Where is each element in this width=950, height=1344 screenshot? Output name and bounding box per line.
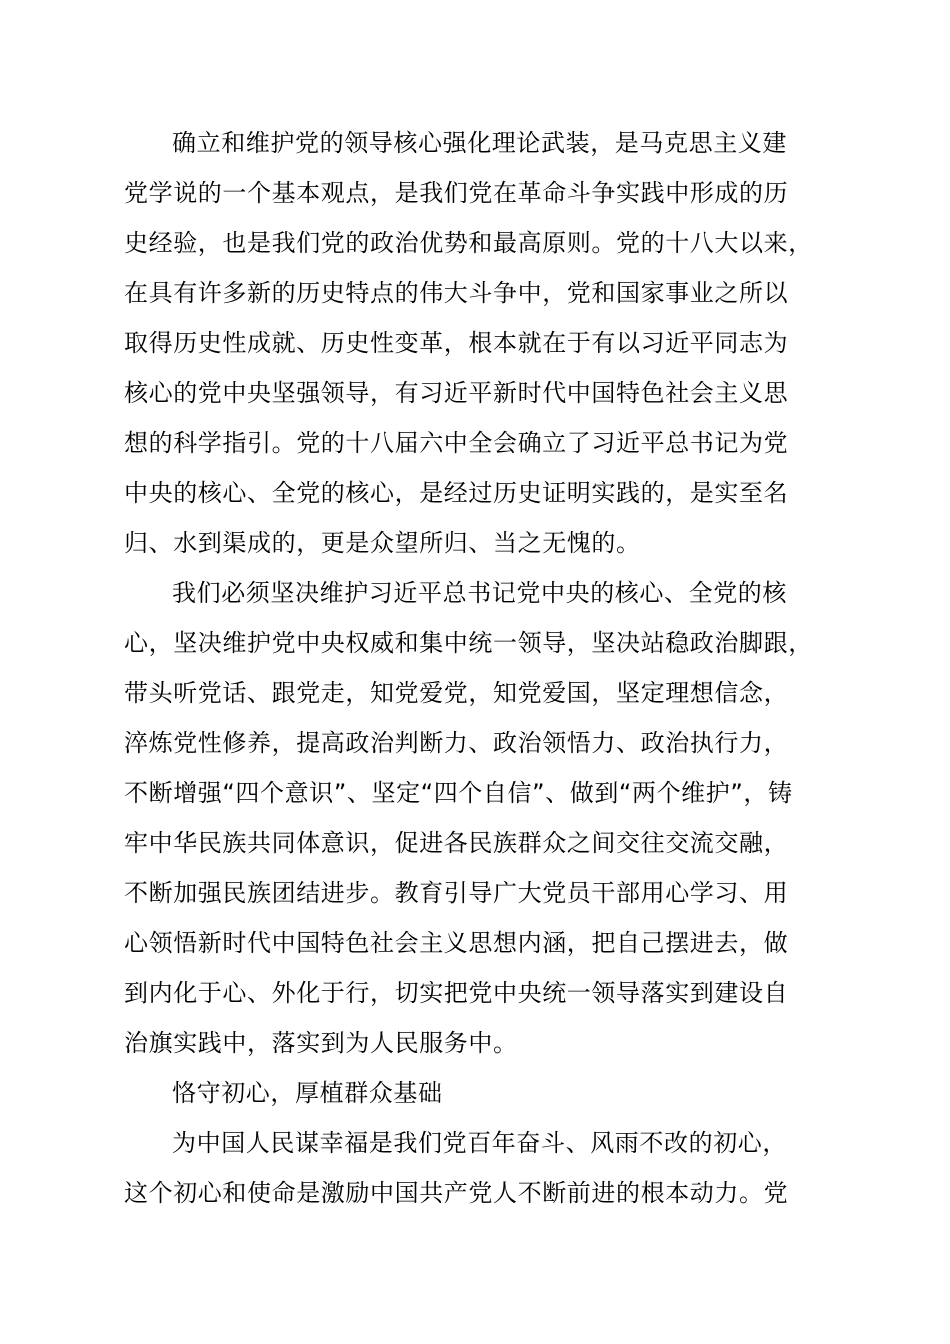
- paragraph-line: 取得历史性成就、历史性变革，根本就在于有以习近平同志为: [124, 329, 789, 357]
- paragraph-line: 为中国人民谋幸福是我们党百年奋斗、风雨不改的初心，: [172, 1129, 787, 1157]
- paragraph-line: 带头听党话、跟党走，知党爱党，知党爱国，坚定理想信念，: [124, 679, 789, 707]
- paragraph-line: 牢中华民族共同体意识，促进各民族群众之间交往交流交融，: [124, 829, 789, 857]
- paragraph-line: 这个初心和使命是激励中国共产党人不断前进的根本动力。党: [124, 1179, 789, 1207]
- paragraph-line: 不断增强“四个意识”、坚定“四个自信”、做到“两个维护”，铸: [124, 779, 793, 807]
- paragraph-line: 到内化于心、外化于行，切实把党中央统一领导落实到建设自: [124, 979, 789, 1007]
- paragraph-line: 归、水到渠成的，更是众望所归、当之无愧的。: [124, 529, 641, 557]
- paragraph-line: 我们必须坚决维护习近平总书记党中央的核心、全党的核: [172, 579, 787, 607]
- paragraph-line: 确立和维护党的领导核心强化理论武装，是马克思主义建: [172, 129, 787, 157]
- paragraph-line: 心领悟新时代中国特色社会主义思想内涵，把自己摆进去，做: [124, 929, 789, 957]
- section-heading: 恪守初心，厚植群众基础: [172, 1079, 443, 1107]
- paragraph-line: 在具有许多新的历史特点的伟大斗争中，党和国家事业之所以: [124, 279, 789, 307]
- paragraph-line: 想的科学指引。党的十八届六中全会确立了习近平总书记为党: [124, 429, 789, 457]
- paragraph-line: 心，坚决维护党中央权威和集中统一领导，坚决站稳政治脚跟，: [124, 629, 813, 657]
- paragraph-line: 核心的党中央坚强领导，有习近平新时代中国特色社会主义思: [124, 379, 789, 407]
- paragraph-line: 中央的核心、全党的核心，是经过历史证明实践的，是实至名: [124, 479, 789, 507]
- paragraph-line: 治旗实践中，落实到为人民服务中。: [124, 1029, 518, 1057]
- paragraph-line: 党学说的一个基本观点，是我们党在革命斗争实践中形成的历: [124, 179, 789, 207]
- document-body: [124, 118, 864, 1218]
- paragraph-line: 不断加强民族团结进步。教育引导广大党员干部用心学习、用: [124, 879, 789, 907]
- paragraph-line: 淬炼党性修养，提高政治判断力、政治领悟力、政治执行力，: [124, 729, 789, 757]
- paragraph-line: 史经验，也是我们党的政治优势和最高原则。党的十八大以来，: [124, 229, 813, 257]
